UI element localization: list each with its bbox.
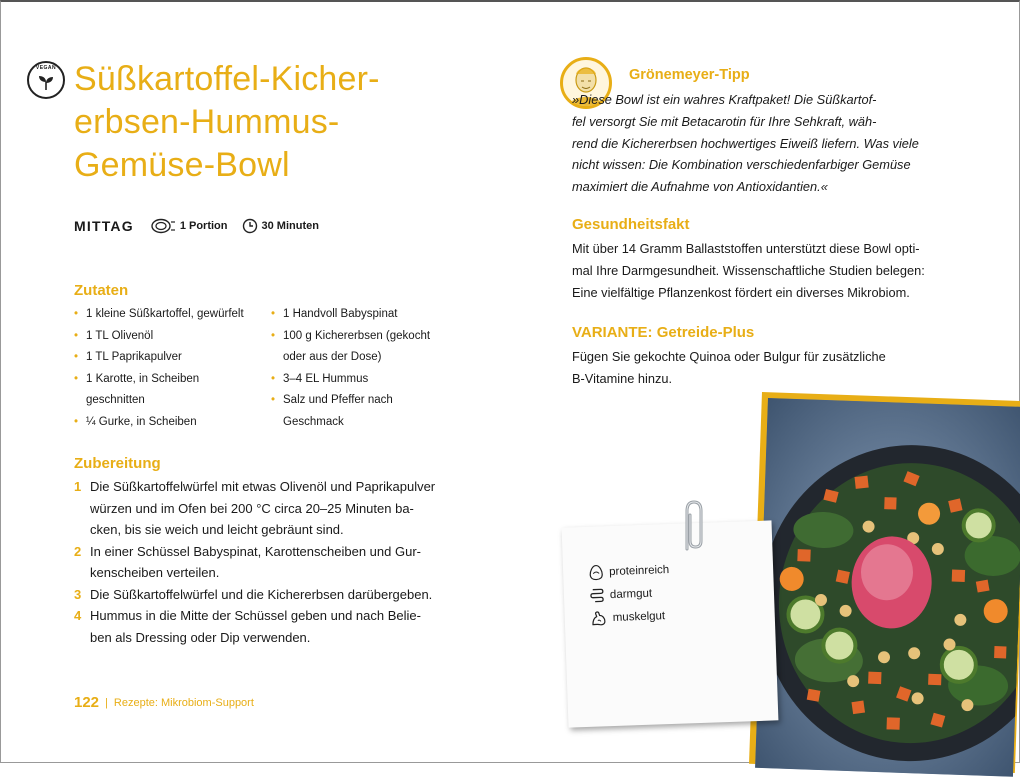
paperclip-icon [677, 497, 707, 557]
ingredient-item: • 1 Karotte, in Scheiben [74, 369, 244, 391]
ingredient-item: • 1 TL Olivenöl [74, 326, 244, 348]
step-item: 4 Hummus in die Mitte der Schüssel geben und nach Belie- ben als Dressing oder Dip verwenden. [74, 608, 421, 645]
muscle-icon [590, 610, 607, 627]
ingredient-item: • 1 Handvoll Babyspinat [271, 304, 430, 326]
footer-divider: | [105, 696, 108, 709]
tip-heading: Grönemeyer-Tipp [629, 67, 750, 83]
title-line: Süßkartoffel-Kicher- [74, 60, 380, 98]
portion-text: 1 Portion [179, 220, 228, 232]
tip-text: »Diese Bowl ist ein wahres Kraftpaket! Die Süßkartof- fel versorgt Sie mit Betacarotin für Ihre Sehkraft, wäh- rend die Kichererbsen hochwertiges Eiweiß liefern. Was viele nicht wissen: Die Kombination verschiedenfarbiger Gemüse maximiert die Aufnahme von Antioxidantien.« [572, 92, 919, 195]
plate-icon [150, 218, 176, 234]
benefits-note-card [562, 520, 779, 727]
ingredient-continuation: geschnitten [86, 394, 145, 406]
bowl-photo [756, 392, 1020, 772]
variant-heading: VARIANTE: Getreide-Plus [572, 324, 755, 341]
title-line: erbsen-Hummus- [74, 103, 340, 141]
time-text: 30 Minuten [261, 220, 319, 232]
note-item-protein: proteinreich [589, 562, 670, 581]
ingredient-item: • 1 TL Paprikapulver [74, 347, 244, 369]
ingredient-continuation: Geschmack [283, 415, 344, 428]
ingredient-item: • 1 kleine Süßkartoffel, gewürfelt [74, 304, 244, 326]
recipe-title [74, 58, 444, 187]
meal-type: MITTAG [74, 218, 134, 234]
egg-icon [589, 564, 604, 580]
intestine-icon [590, 587, 605, 603]
preparation-heading: Zubereitung [74, 455, 161, 472]
ingredients-heading: Zutaten [74, 282, 129, 299]
ingredient-item: • 100 g Kichererbsen (gekocht [271, 326, 430, 348]
variant-text: Fügen Sie gekochte Quinoa oder Bulgur für zusätzliche B-Vitamine hinzu. [572, 349, 886, 386]
ingredient-continuation: oder aus der Dose) [283, 351, 382, 363]
time-info [242, 218, 319, 234]
step-item: 1 Die Süßkartoffelwürfel mit etwas Olivenöl und Paprikapulver würzen und im Ofen bei 200 °C circa 20–25 Minuten ba- cken, bis sie weich und leicht gebräunt sind. [74, 479, 436, 537]
title-line: Gemüse-Bowl [74, 146, 290, 184]
note-item-muscle: muskelgut [590, 608, 665, 627]
ingredients-list-1 [74, 304, 244, 433]
recipe-meta [74, 216, 333, 236]
page-footer [74, 694, 254, 711]
ingredient-item: • Salz und Pfeffer nach [271, 390, 430, 412]
ingredients-list-2 [271, 304, 430, 433]
vegan-badge-label: VEGAN [35, 65, 57, 71]
section-name: Rezepte: Mikrobiom-Support [113, 696, 254, 709]
clock-icon [242, 218, 258, 234]
step-item: 2 In einer Schüssel Babyspinat, Karottenscheiben und Gur- kenscheiben verteilen. [74, 543, 421, 580]
vegan-badge-icon [27, 61, 65, 99]
health-fact-heading: Gesundheitsfakt [572, 216, 690, 233]
ingredient-item: • 3–4 EL Hummus [271, 369, 430, 391]
note-item-gut: darmgut [590, 586, 653, 604]
page-number: 122 [74, 694, 100, 711]
health-fact-text: Mit über 14 Gramm Ballaststoffen unterstützt diese Bowl opti- mal Ihre Darmgesundheit. Wissenschaftliche Studien belegen: Eine vielfältige Pflanzenkost fördert ein diverses Mikrobiom. [572, 241, 925, 300]
ingredient-item: • ¼ Gurke, in Scheiben [74, 412, 244, 434]
preparation-steps [74, 476, 459, 648]
portion-info [150, 218, 228, 234]
step-item: 3 Die Süßkartoffelwürfel und die Kichererbsen darübergeben. [74, 586, 433, 602]
